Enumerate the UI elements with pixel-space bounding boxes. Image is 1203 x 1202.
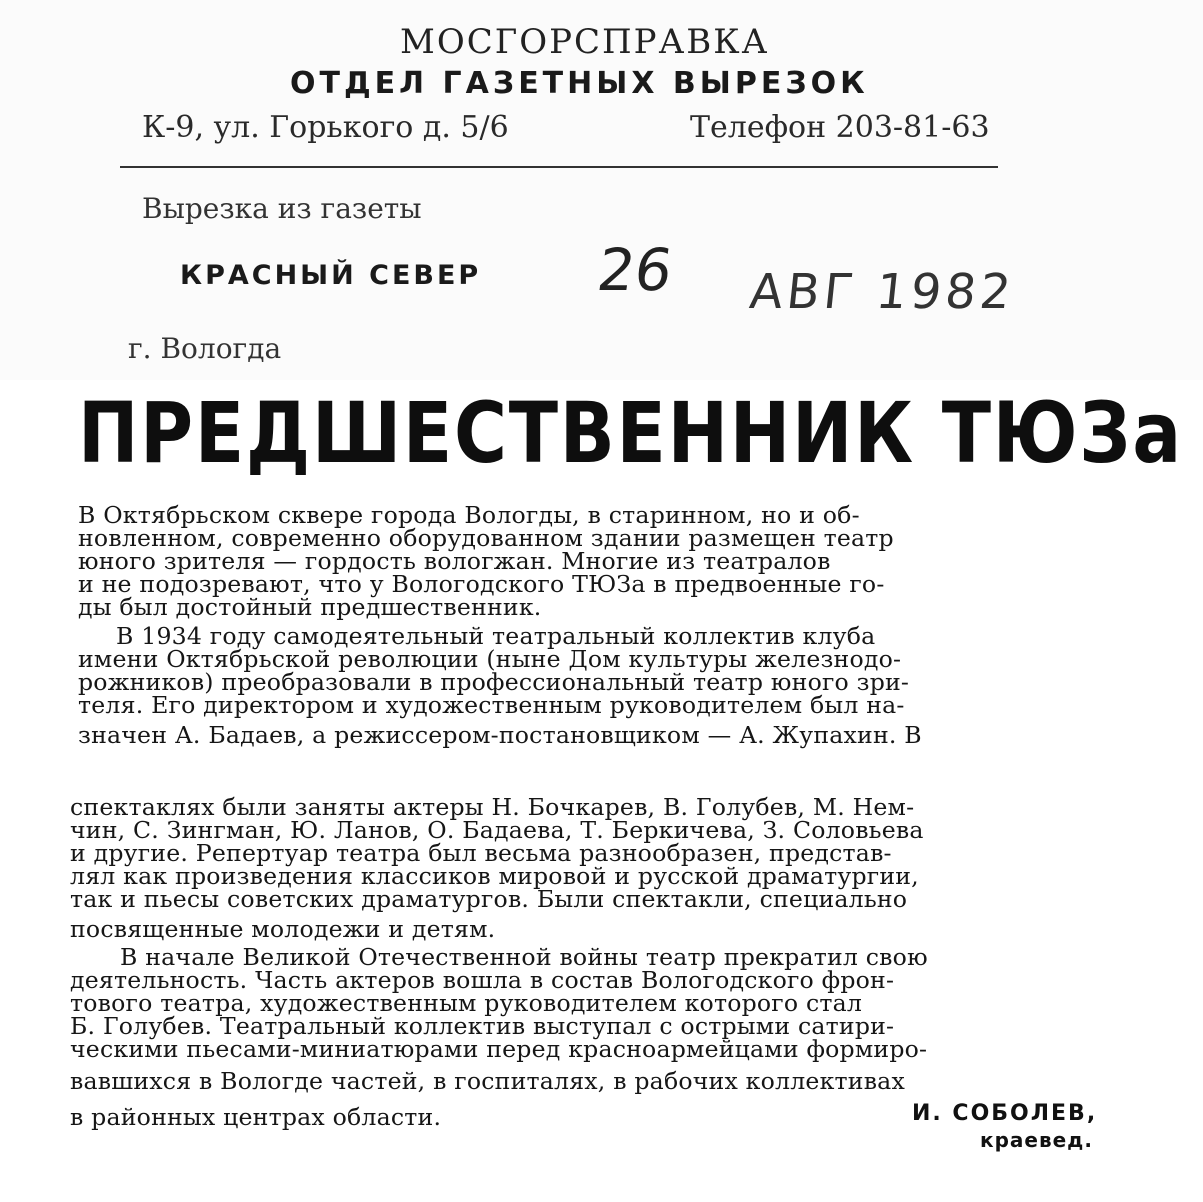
article-line: юного зрителя — гордость вологжан. Многие из театралов	[78, 547, 831, 575]
date-stamp-day: 26	[593, 236, 677, 304]
article-line: новленном, современно оборудованном здании размещен театр	[78, 524, 894, 552]
article-line: теля. Его директором и художественным руководителем был на-	[78, 691, 905, 719]
clip-label: Вырезка из газеты	[142, 192, 422, 225]
article-line: спектаклях были заняты актеры Н. Бочкарев, В. Голубев, М. Нем-	[70, 793, 915, 821]
article-line: значен А. Бадаев, а режиссером-постановщиком — А. Жупахин. В	[78, 721, 922, 749]
bureau-name: МОСГОРСПРАВКА	[400, 22, 770, 62]
article-line: В 1934 году самодеятельный театральный коллектив клуба	[116, 622, 876, 650]
date-stamp-month-year: АВГ 1982	[747, 264, 1018, 320]
article-line: посвященные молодежи и детям.	[70, 915, 496, 943]
article-line: ческими пьесами-миниатюрами перед красноармейцами формиро-	[70, 1035, 928, 1063]
article-headline: ПРЕДШЕСТВЕННИК ТЮЗа	[78, 384, 1183, 482]
article-author-role: краевед.	[980, 1128, 1093, 1152]
bureau-phone: Телефон 203-81-63	[690, 110, 990, 145]
bureau-department: ОТДЕЛ ГАЗЕТНЫХ ВЫРЕЗОК	[290, 66, 869, 101]
newspaper-name: КРАСНЫЙ СЕВЕР	[180, 260, 482, 291]
article-line: в районных центрах области.	[70, 1103, 442, 1131]
header-divider	[120, 166, 998, 168]
article-line: так и пьесы советских драматургов. Были спектакли, специально	[70, 885, 908, 913]
article-line: и не подозревают, что у Вологодского ТЮЗа в предвоенные го-	[78, 570, 885, 598]
article-line: В начале Великой Отечественной войны театр прекратил свою	[120, 943, 928, 971]
article-line: вавшихся в Вологде частей, в госпиталях, в рабочих коллективах	[70, 1067, 905, 1095]
article-line: лял как произведения классиков мировой и русской драматургии,	[70, 862, 919, 890]
article-line: ды был достойный предшественник.	[78, 593, 542, 621]
article-line: В Октябрьском сквере города Вологды, в старинном, но и об-	[78, 501, 860, 529]
article-line: тового театра, художественным руководителем которого стал	[70, 989, 863, 1017]
article-line: Б. Голубев. Театральный коллектив выступал с острыми сатири-	[70, 1012, 895, 1040]
article-author: И. СОБОЛЕВ,	[912, 1101, 1098, 1126]
bureau-address: К-9, ул. Горького д. 5/6	[142, 110, 509, 145]
article-line: рожников) преобразовали в профессиональный театр юного зри-	[78, 668, 910, 696]
newspaper-city: г. Вологда	[128, 332, 282, 365]
article-line: чин, С. Зингман, Ю. Ланов, О. Бадаева, Т. Беркичева, З. Соловьева	[70, 816, 924, 844]
article-line: и другие. Репертуар театра был весьма разнообразен, представ-	[70, 839, 892, 867]
article-line: имени Октябрьской революции (ныне Дом культуры железнодо-	[78, 645, 902, 673]
article-line: деятельность. Часть актеров вошла в состав Вологодского фрон-	[70, 966, 895, 994]
